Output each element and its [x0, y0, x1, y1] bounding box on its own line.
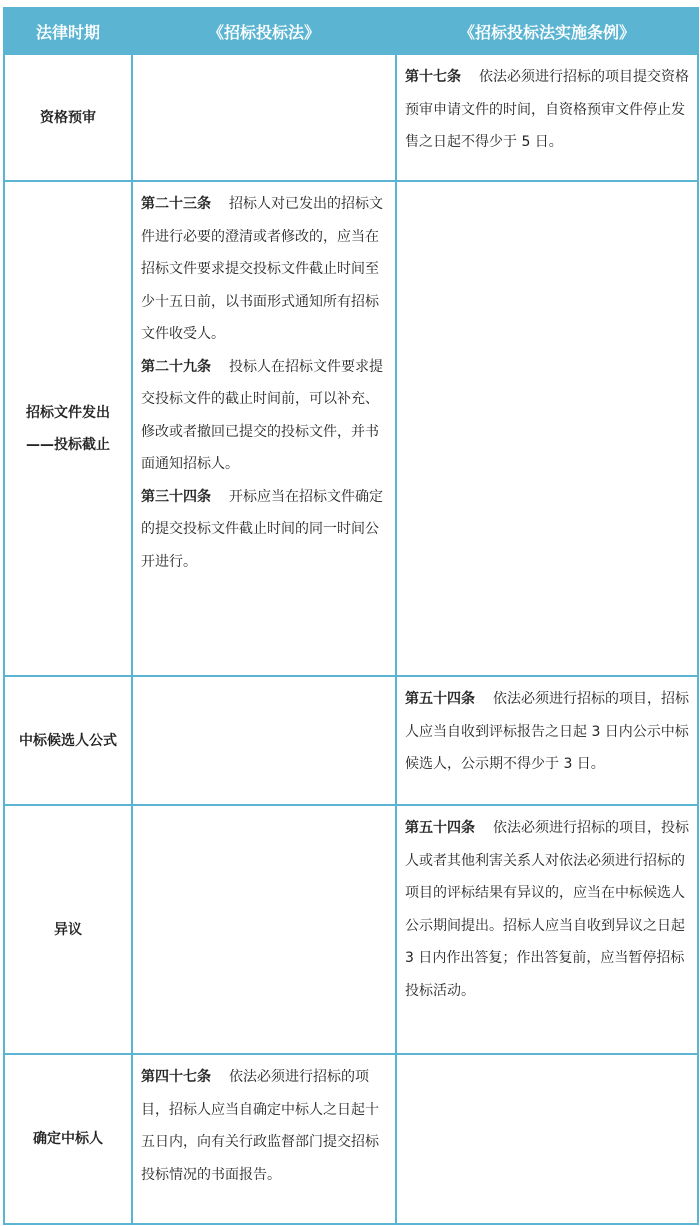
article-paragraph — [405, 61, 689, 159]
period-cell — [4, 181, 132, 676]
law-cell — [132, 1054, 396, 1224]
article-paragraph — [405, 683, 689, 781]
article-text: 依法必须进行招标的项目，投标人或者其他利害关系人对依法必须进行招标的项目的评标结果有异议的，应当在中标候选人公示期间提出。招标人应当自收到异议之日起 3 日内作出答复；作出答复前，应当暂停招标投标活动。 — [405, 820, 689, 999]
article-number: 第五十四条 — [405, 820, 475, 836]
period-cell — [4, 805, 132, 1054]
header-law: 《招标投标法》 — [132, 8, 396, 54]
article-text: 依法必须进行招标的项目，招标人应当自收到评标报告之日起 3 日内公示中标候选人，公示期不得少于 3 日。 — [405, 691, 689, 772]
law-cell — [132, 181, 396, 676]
article-number: 第三十四条 — [141, 488, 211, 505]
article-text: 依法必须进行招标的项目，招标人应当自确定中标人之日起十五日内，向有关行政监督部门提交招标投标情况的书面报告。 — [141, 1069, 379, 1183]
period-label: 招标文件发出 — [26, 404, 110, 421]
article-text: 依法必须进行招标的项目提交资格预审申请文件的时间，自资格预审文件停止发售之日起不得少于 5 日。 — [405, 69, 689, 150]
period-label: ——投标截止 — [26, 436, 110, 453]
regulation-cell — [396, 676, 698, 805]
regulation-cell — [396, 1054, 698, 1224]
table-row — [4, 805, 698, 1054]
period-label: 资格预审 — [40, 109, 96, 126]
article-paragraph — [405, 812, 689, 1007]
regulation-cell — [396, 181, 698, 676]
article-text: 开标应当在招标文件确定的提交投标文件截止时间的同一时间公开进行。 — [141, 488, 383, 570]
table-header-row — [4, 8, 698, 54]
law-cell — [132, 54, 396, 181]
table-row — [4, 54, 698, 181]
table-row — [4, 181, 698, 676]
header-regulation: 《招标投标法实施条例》 — [396, 8, 698, 54]
article-paragraph — [141, 1061, 387, 1191]
period-label: 确定中标人 — [33, 1131, 103, 1147]
article-number: 第二十九条 — [141, 358, 211, 375]
article-number: 第五十四条 — [405, 691, 475, 707]
article-number: 第十七条 — [405, 69, 461, 85]
article-number: 第四十七条 — [141, 1069, 211, 1085]
period-label: 异议 — [54, 921, 82, 938]
article-text: 投标人在招标文件要求提交投标文件的截止时间前，可以补充、修改或者撤回已提交的投标文件，并书面通知招标人。 — [141, 358, 383, 472]
period-label: 中标候选人公式 — [19, 732, 117, 749]
article-paragraph — [141, 481, 387, 579]
law-cell — [132, 805, 396, 1054]
table-row — [4, 676, 698, 805]
period-cell — [4, 1054, 132, 1224]
article-number: 第二十三条 — [141, 196, 211, 212]
period-cell — [4, 54, 132, 181]
table-row — [4, 1054, 698, 1224]
period-cell — [4, 676, 132, 805]
law-comparison-table — [3, 7, 699, 1225]
regulation-cell — [396, 805, 698, 1054]
article-paragraph — [141, 188, 387, 351]
article-text: 招标人对已发出的招标文件进行必要的澄清或者修改的，应当在招标文件要求提交投标文件截止时间至少十五日前，以书面形式通知所有招标文件收受人。 — [141, 196, 383, 342]
article-paragraph — [141, 351, 387, 481]
regulation-cell — [396, 54, 698, 181]
header-period: 法律时期 — [4, 8, 132, 54]
law-cell — [132, 676, 396, 805]
